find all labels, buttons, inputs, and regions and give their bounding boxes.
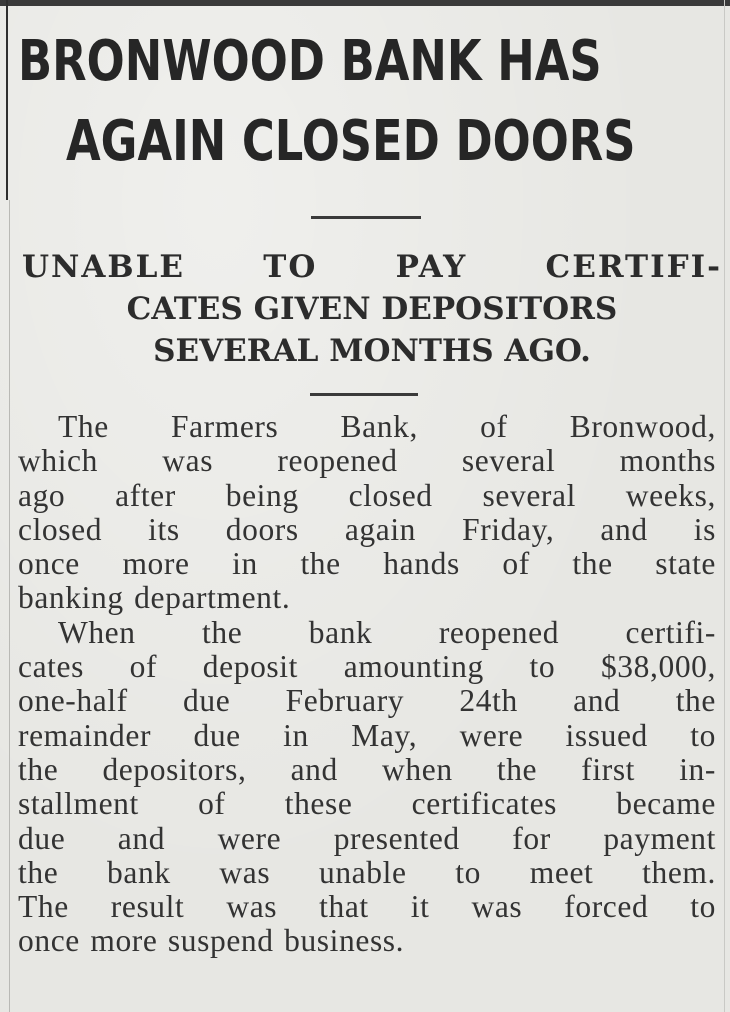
article-line: once more in the hands of the state [18,546,716,582]
article-line: When the bank reopened certifi- [58,614,716,650]
article-line: ago after being closed several weeks, [18,477,716,513]
article-line: remainder due in May, were issued to [18,717,716,753]
article-line: the depositors, and when the first in- [18,751,716,787]
article-paragraph-1 [18,410,716,616]
article-line: The result was that it was forced to [18,889,716,925]
article-line: banking department. [18,580,291,616]
article-line: one-half due February 24th and the [18,683,716,719]
article-body [18,410,716,959]
article-line: closed its doors again Friday, and is [18,511,716,547]
left-column-rule-faint [9,200,10,1012]
subheadline-line-1: UNABLE TO PAY CERTIFI- [22,249,722,285]
left-column-rule [6,0,8,200]
article-line: cates of deposit amounting to $38,000, [18,649,716,685]
article-line: The Farmers Bank, of Bronwood, [58,409,716,444]
subheadline-line-2: CATES GIVEN DEPOSITORS [126,291,618,327]
headline-line-2: AGAIN CLOSED DOORS [66,109,636,174]
article-line: due and were presented for payment [18,820,716,856]
top-column-rule [0,0,730,6]
article-line: the bank was unable to meet them. [18,854,716,890]
subheadline-divider [310,393,418,396]
article-line: once more suspend business. [18,923,405,959]
headline [18,22,636,182]
headline-divider [311,216,421,219]
headline-line-1: BRONWOOD BANK HAS [18,29,602,94]
article-line: which was reopened several months [18,443,716,479]
subheadline [22,246,722,372]
subheadline-line-3: SEVERAL MONTHS AGO. [153,333,591,369]
article-paragraph-2 [18,616,716,959]
article-line: stallment of these certificates became [18,786,716,822]
right-column-rule-faint [724,0,725,1012]
